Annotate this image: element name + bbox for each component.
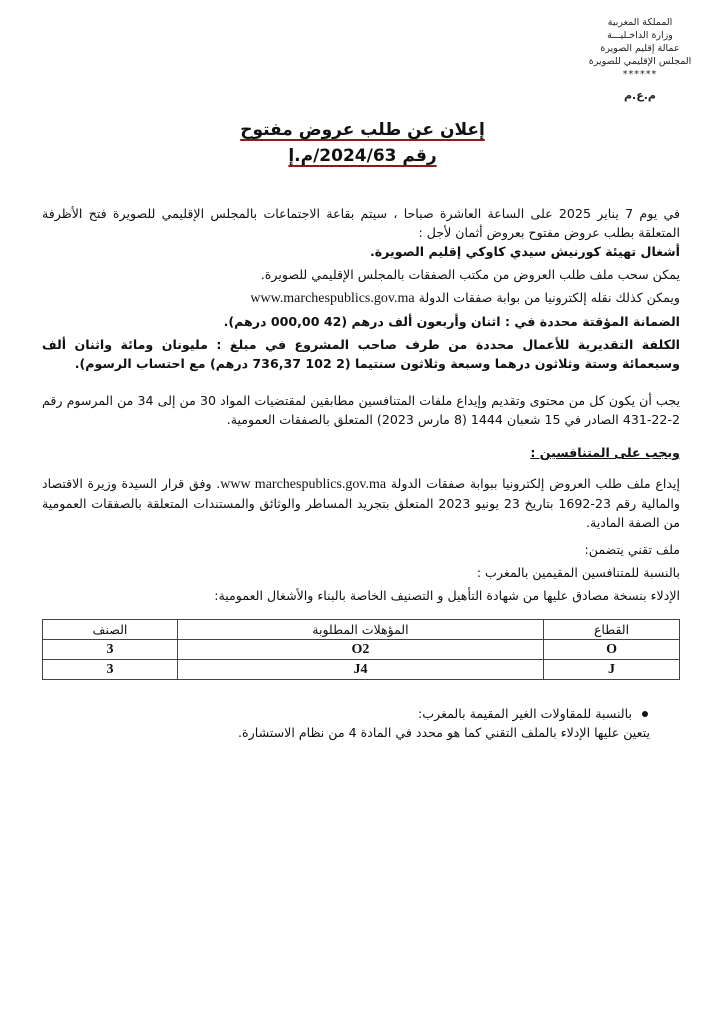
header-class: الصنف xyxy=(43,620,178,640)
download-paragraph xyxy=(42,288,680,308)
cell-sector: J xyxy=(544,660,680,680)
withdraw-paragraph: يمكن سحب ملف طلب العروض من مكتب الصفقات بالمجلس الإقليمي للصويرة. xyxy=(260,267,680,282)
submission-text-a: إيداع ملف طلب العروض إلكترونيا ببوابة صفقات الدولة xyxy=(390,476,680,491)
technical-file-label: ملف تقني يتضمن: xyxy=(584,542,680,557)
project-title: أشغال تهيئة كورنيش سيدي كاوكي إقليم الصويرة. xyxy=(369,244,680,259)
portal-link[interactable]: www.marchespublics.gov.ma xyxy=(250,291,415,306)
table-header-row xyxy=(43,620,680,640)
download-text: ويمكن كذلك نقله إلكترونيا من بوابة صفقات الدولة xyxy=(418,290,680,305)
submission-paragraph xyxy=(42,474,680,532)
estimated-cost-value: مليونان ومائة واثنان ألف وسبعمائة وستة وثلاثون درهما وسبعة وثلاثون سنتيما (2 102 736,37 درهم) مع احتساب الرسوم). xyxy=(42,337,680,371)
table-row xyxy=(43,660,680,680)
opening-paragraph: في يوم 7 يناير 2025 على الساعة العاشرة صباحا ، سيتم بقاعة الاجتماعات بالمجلس الإقليمي للصويرة فتح الأظرفة المتعلقة بطلب عروض مفتوح بعروض أثمان لأجل : xyxy=(42,206,680,240)
guarantee-value: اثنان وأربعون ألف درهم (42 000,00 درهم). xyxy=(223,314,501,329)
certificate-requirement: الإدلاء بنسخة مصادق عليها من شهادة التأهيل و التصنيف الخاصة بالبناء والأشغال العمومية: xyxy=(214,588,680,603)
residents-label: بالنسبة للمتنافسين المقيمين بالمغرب : xyxy=(476,565,680,580)
cell-sector: O xyxy=(544,640,680,660)
submission-portal-link[interactable]: www marchespublics.gov.ma xyxy=(220,477,387,492)
estimated-cost-label: الكلفة التقديرية للأعمال محددة من طرف صاحب المشروع في مبلغ : xyxy=(207,337,680,352)
cell-class: 3 xyxy=(43,660,178,680)
letterhead xyxy=(575,16,705,102)
table-row xyxy=(43,640,680,660)
letterhead-kingdom: المملكة المغربية xyxy=(607,17,673,28)
letterhead-prefecture: عمالة إقليم الصويرة xyxy=(600,43,680,54)
header-qualifications: المؤهلات المطلوبة xyxy=(177,620,543,640)
non-resident-requirement: يتعين عليها الإدلاء بالملف التقني كما هو محدد في المادة 4 من نظام الاستشارة. xyxy=(238,725,650,740)
non-resident-bullet: بالنسبة للمقاولات الغير المقيمة بالمغرب: xyxy=(42,704,650,723)
estimated-cost-paragraph xyxy=(42,335,680,373)
header-sector: القطاع xyxy=(544,620,680,640)
title-line-2: رقم 2024/63/م.إ xyxy=(288,146,437,166)
cell-qualification: J4 xyxy=(177,660,543,680)
guarantee-label: الضمانة المؤقتة محددة في : xyxy=(500,314,680,329)
letterhead-ministry: وزارة الداخـليـــة xyxy=(607,30,673,41)
cell-qualification: O2 xyxy=(177,640,543,660)
announcement-title xyxy=(0,117,725,169)
competitors-heading: ويجب على المتنافسين : xyxy=(530,445,680,460)
letterhead-reference: م.ع.م xyxy=(624,89,656,102)
letterhead-council: المجلس الإقليمي للصويرة xyxy=(588,56,692,67)
letterhead-stars: ****** xyxy=(622,69,658,80)
submission-text-b: . وفق قرار السيدة وزيرة الاقتصاد والمالية رقم 23-1692 بتاريخ 23 يونيو 2023 المتعلق بتجريد المساطر والوثائق والمستندات المتعلقة بالصفقات العمومية من الصفة المادية. xyxy=(42,476,680,530)
decree-paragraph: يجب أن يكون كل من محتوى وتقديم وإيداع ملفات المتنافسين مطابقين لمقتضيات المواد 30 من إلى 34 من المرسوم رقم 2-22-431 الصادر في 15 شعبان 1444 (8 مارس 2023) المتعلق بالصفقات العمومية. xyxy=(42,393,680,427)
announcement-body xyxy=(42,204,680,742)
qualification-table xyxy=(42,619,680,680)
title-line-1: إعلان عن طلب عروض مفتوح xyxy=(240,120,485,140)
cell-class: 3 xyxy=(43,640,178,660)
guarantee-paragraph xyxy=(42,312,680,331)
